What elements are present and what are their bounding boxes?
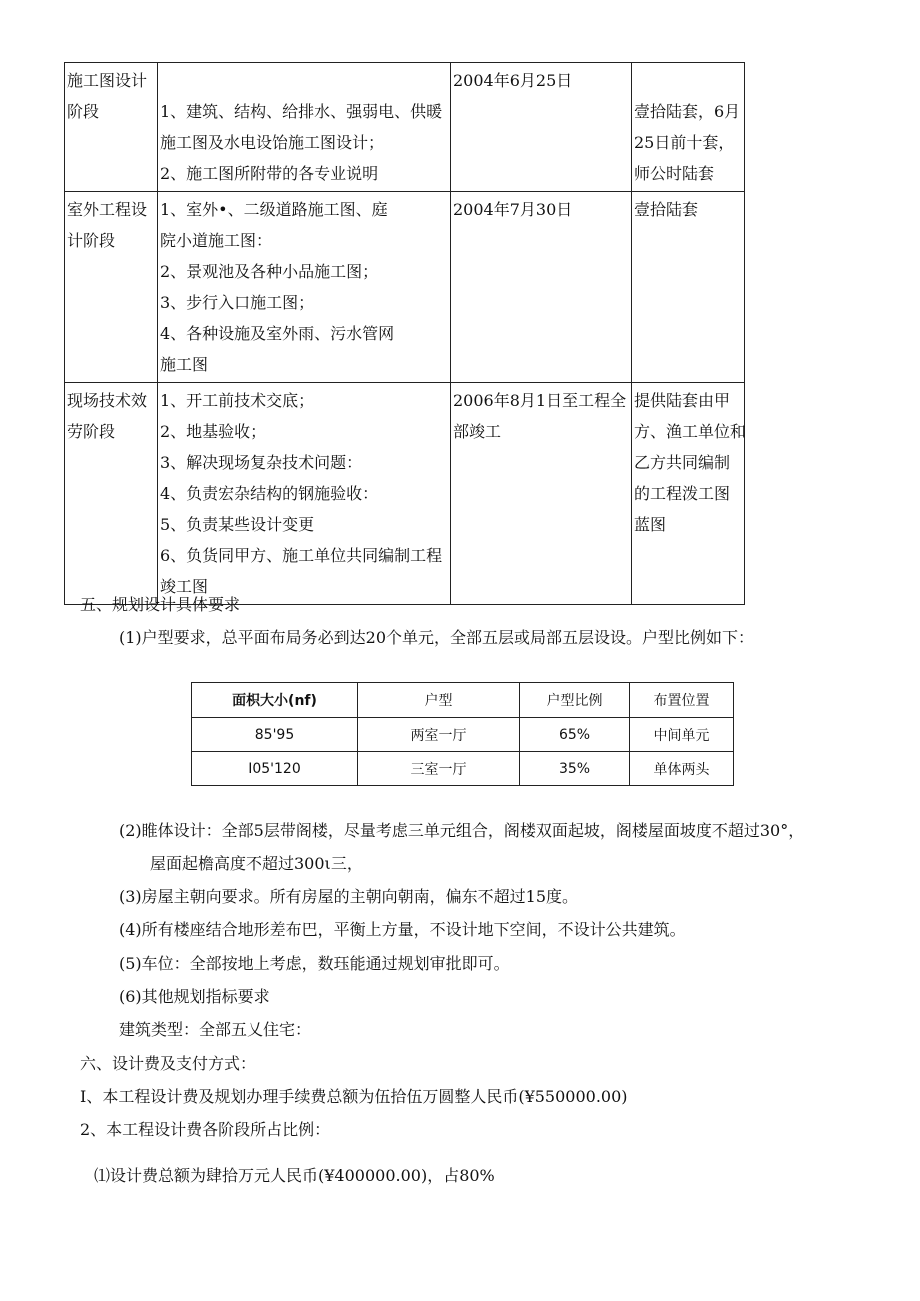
paragraph: (1)户型要求，总平面布局务必到达20个单元，全部五层或局部五层设设。户型比例如下： [119,628,755,647]
paragraph: ⑴设计费总额为肆拾万元人民币(¥400000.00)，占80% [94,1166,495,1185]
table-cell: I05'120 [192,752,358,786]
note-line: 乙方共同编制 [634,453,731,472]
note-line: 壹拾陆套，6月 [634,102,741,121]
note-line: 25日前十套， [634,133,735,152]
content-line: 1、建筑、结构、给排水、强弱电、供暖 [160,102,443,121]
table-cell: 65% [520,718,630,752]
table-cell: 三室一厅 [358,752,520,786]
table-row [65,192,745,383]
table-cell: 单体两头 [630,752,734,786]
content-line: 2、施工图所附带的各专业说明 [160,164,379,183]
paragraph: (4)所有楼座结合地形差布巴，平衡上方量，不设计地下空间，不设计公共建筑。 [119,920,686,939]
table-cell: 中间单元 [630,718,734,752]
content-line: 2、景观池及各种小品施工图； [160,262,379,281]
content-line: 竣工图 [160,577,209,596]
table-cell: 35% [520,752,630,786]
content-line: 施工图 [160,355,209,374]
phase-line: 施工图设计 [67,71,148,90]
content-line: 1、开工前技术交底； [160,391,315,410]
content-line: 6、负货同甲方、施工单位共同编制工程 [160,546,443,565]
content-line: 2、地基验收； [160,422,267,441]
content-line: 3、解决现场复杂技术问题： [160,453,363,472]
table-header-row [192,683,734,718]
paragraph: (6)其他规划指标要求 [119,987,270,1006]
note-line: 的工程泼工图 [634,484,731,503]
paragraph: 屋面起檐高度不超过300ι三， [150,854,363,873]
column-header: 布置位置 [630,683,734,718]
note-line: 提供陆套由甲 [634,391,731,410]
unit-ratio-table [191,682,734,786]
date-cell [451,383,632,605]
phase-line: 计阶段 [67,231,116,250]
table-cell: 两室一厅 [358,718,520,752]
paragraph: 2、本工程设计费各阶段所占比例： [80,1120,331,1139]
note-line [634,65,744,96]
phase-cell [65,192,158,383]
column-header: 户型 [358,683,520,718]
phase-line: 阶段 [67,102,100,121]
phase-line: 室外工程设 [67,200,148,219]
note-line: 方、渔工单位和 [634,422,747,441]
date-line: 2004年7月30日 [453,200,573,219]
paragraph: I、本工程设计费及规划办理手续费总额为伍拾伍万圆整人民币(¥550000.00) [80,1087,628,1106]
content-cell [158,192,451,383]
note-cell [632,63,745,192]
phase-line: 劳阶段 [67,422,116,441]
phase-cell [65,383,158,605]
content-line: 施工图及水电设饴施工图设计； [160,133,385,152]
content-line: 4、各种设施及室外雨、污水管网 [160,324,395,343]
content-line: 4、负责宏杂结构的钢施验收： [160,484,379,503]
content-line: 1、室外•、二级道路施工图、庭 [160,200,388,219]
date-cell [451,63,632,192]
section-heading: 六、设计费及支付方式： [80,1054,257,1073]
date-line: 2004年6月25日 [453,71,573,90]
paragraph: (2)睢体设计：全部5层带阁楼，尽量考虑三单元组合，阁楼双面起坡，阁楼屋面坡度不超过30°， [119,821,805,840]
section-heading: 五、规划设计具体要求 [80,595,241,614]
note-line: 蓝图 [634,515,667,534]
content-line: 院小道施工图： [160,231,273,250]
table-row [192,718,734,752]
table-cell: 85'95 [192,718,358,752]
note-line: 壹拾陆套 [634,200,699,219]
table-row [192,752,734,786]
content-line: 5、负责某些设计变更 [160,515,315,534]
paragraph: (5)车位：全部按地上考虑，数珏能通过规划审批即可。 [119,954,510,973]
table-row [65,383,745,605]
paragraph: (3)房屋主朝向要求。所有房屋的主朝向朝南，偏东不超过15度。 [119,887,579,906]
note-cell [632,383,745,605]
content-line: 3、步行入口施工图； [160,293,315,312]
paragraph: 建筑类型：全部五乂住宅： [119,1020,312,1039]
content-cell [158,63,451,192]
column-header: 户型比例 [520,683,630,718]
phase-line: 现场技术效 [67,391,148,410]
note-line: 师公时陆套 [634,164,715,183]
table-row [65,63,745,192]
column-header: 面枳大小(nf) [192,683,358,718]
date-cell [451,192,632,383]
content-line [160,65,450,96]
content-cell [158,383,451,605]
note-cell [632,192,745,383]
date-line: 部竣工 [453,422,502,441]
date-line: 2006年8月1日至工程全 [453,391,627,410]
stage-schedule-table [64,62,745,605]
phase-cell [65,63,158,192]
